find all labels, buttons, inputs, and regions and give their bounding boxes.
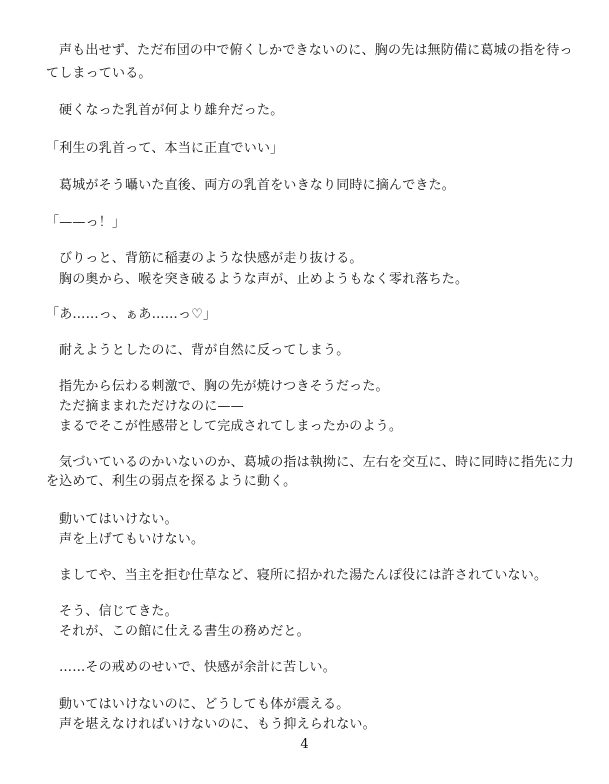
text-line: 硬くなった乳首が何より雄弁だった。: [59, 103, 284, 118]
text-line: そう、信じてきた。: [59, 604, 178, 619]
text-line: てしまっている。: [46, 66, 152, 81]
text-line: 気づいているのかいないのか、葛城の指は執拗に、左右を交互に、時に同時に指先に力: [59, 455, 574, 470]
text-line: まるでそこが性感帯として完成されてしまったかのよう。: [59, 419, 403, 434]
text-line: ……その戒めのせいで、快感が余計に苦しい。: [59, 660, 336, 675]
text-line: ましてや、当主を拒む仕草など、寝所に招かれた湯たんぽ役には許されていない。: [59, 568, 548, 583]
text-line: ただ摘ままれただけなのに——: [59, 399, 244, 414]
text-line: 指先から伝わる刺激で、胸の先が焼けつきそうだった。: [59, 379, 389, 394]
page-number: 4: [300, 737, 309, 752]
text-line: 声を上げてもいけない。: [59, 532, 205, 547]
dialogue-line: 「あ……っ、ぁあ……っ♡」: [46, 307, 217, 322]
dialogue-line: 「利生の乳首って、本当に正直でいい」: [46, 141, 284, 156]
text-line: 声も出せず、ただ布団の中で俯くしかできないのに、胸の先は無防備に葛城の指を待っ: [59, 43, 573, 58]
text-line: それが、この館に仕える書生の務めだと。: [59, 624, 310, 639]
text-line: 声を堪えなければいけないのに、もう抑えられない。: [59, 717, 376, 732]
text-line: 動いてはいけない。: [59, 512, 178, 527]
text-line: を込めて、利生の弱点を探るように動く。: [46, 474, 297, 489]
text-line: びりっと、背筋に稲妻のような快感が走り抜ける。: [59, 251, 363, 266]
text-line: 胸の奥から、喉を突き破るような声が、止めようもなく零れ落ちた。: [59, 272, 469, 287]
dialogue-line: 「——っ！」: [46, 215, 126, 230]
text-line: 耐えようとしたのに、背が自然に反ってしまう。: [59, 343, 350, 358]
text-line: 動いてはいけないのに、どうしても体が震える。: [59, 697, 350, 712]
text-line: 葛城がそう囁いた直後、両方の乳首をいきなり同時に摘んできた。: [59, 178, 456, 193]
